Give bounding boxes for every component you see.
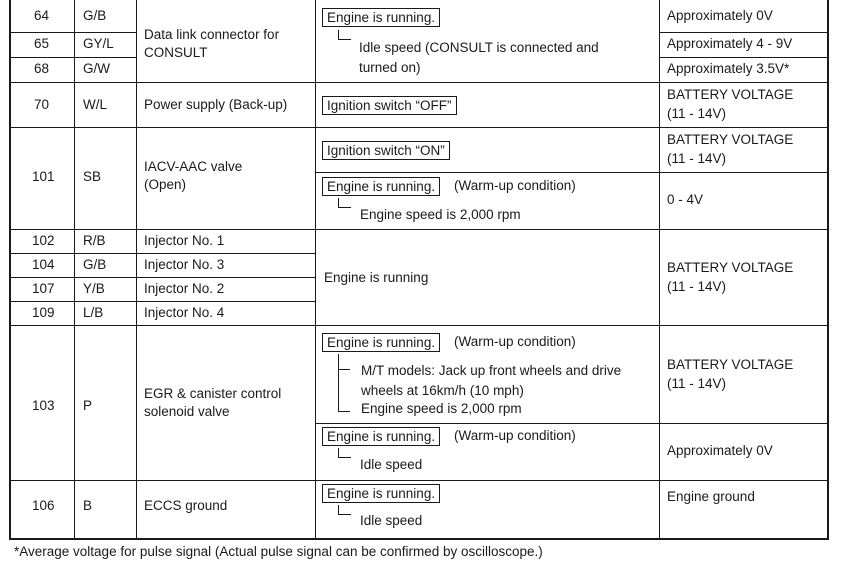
item-cell: Injector No. 2 [144, 281, 225, 296]
voltage-cell: BATTERY VOLTAGE [667, 357, 794, 372]
table-bottom-rule [9, 538, 828, 540]
item-cell: Injector No. 1 [144, 233, 225, 248]
row-line [659, 32, 828, 33]
pin-cell: 64 [34, 8, 50, 23]
condition-text: Engine is running [324, 270, 429, 285]
row-line [9, 127, 828, 128]
condition-text: Idle speed (CONSULT is connected and [359, 40, 599, 55]
condition-box: Engine is running. [322, 333, 440, 352]
condition-box: Engine is running. [322, 177, 440, 196]
condition-subitem-marker [338, 505, 351, 515]
pin-cell: 106 [32, 498, 55, 513]
item-cell: EGR & canister control [144, 386, 282, 401]
wire-color-cell: B [83, 498, 93, 513]
condition-box: Engine is running. [322, 484, 440, 503]
wire-color-cell: W/L [83, 97, 108, 112]
pin-cell: 107 [32, 281, 55, 296]
item-cell: CONSULT [144, 45, 208, 60]
column-divider-color [136, 0, 137, 540]
voltage-cell: (11 - 14V) [667, 376, 727, 391]
pin-cell: 102 [32, 233, 55, 248]
condition-text: Idle speed [360, 457, 423, 472]
condition-text: (Warm-up condition) [454, 334, 576, 349]
table-border-right [827, 0, 829, 540]
voltage-cell: 0 - 4V [667, 192, 704, 207]
wire-color-cell: GY/L [83, 36, 114, 51]
row-line [9, 277, 315, 278]
condition-text: (Warm-up condition) [454, 178, 576, 193]
condition-box: Engine is running. [322, 427, 440, 446]
voltage-cell: Approximately 0V [667, 443, 773, 458]
row-line [9, 82, 828, 83]
table-border-left [9, 0, 11, 540]
item-cell: ECCS ground [144, 498, 228, 513]
condition-box: Engine is running. [322, 8, 440, 27]
item-cell: solenoid valve [144, 404, 230, 419]
voltage-cell: BATTERY VOLTAGE [667, 87, 794, 102]
wire-color-cell: G/W [83, 61, 110, 76]
item-cell: IACV-AAC valve [144, 159, 243, 174]
item-cell: Injector No. 3 [144, 257, 225, 272]
row-line [9, 32, 136, 33]
voltage-cell: (11 - 14V) [667, 151, 727, 166]
column-divider-condition [659, 0, 660, 540]
row-line [659, 57, 828, 58]
voltage-cell: (11 - 14V) [667, 106, 727, 121]
condition-subitem-marker [338, 448, 351, 458]
condition-text: M/T models: Jack up front wheels and drive [361, 363, 622, 378]
condition-text: Engine speed is 2,000 rpm [361, 401, 522, 416]
condition-bracket [338, 354, 339, 412]
row-line [9, 480, 828, 481]
item-cell: (Open) [144, 177, 187, 192]
column-divider-item [315, 0, 316, 540]
pin-cell: 65 [34, 36, 50, 51]
voltage-cell: Approximately 3.5V* [667, 61, 790, 76]
voltage-cell: Engine ground [667, 489, 755, 504]
wire-color-cell: P [83, 398, 93, 413]
pin-cell: 68 [34, 61, 50, 76]
wire-color-cell: R/B [83, 233, 106, 248]
condition-text: (Warm-up condition) [454, 428, 576, 443]
wire-color-cell: G/B [83, 257, 107, 272]
pin-cell: 101 [32, 169, 55, 184]
condition-subitem-marker [338, 198, 351, 208]
voltage-cell: Approximately 0V [667, 8, 773, 23]
column-divider-pin [74, 0, 75, 540]
item-cell: Data link connector for [144, 27, 280, 42]
pin-cell: 103 [32, 398, 55, 413]
row-line [315, 423, 828, 424]
pin-cell: 109 [32, 305, 55, 320]
wire-color-cell: Y/B [83, 281, 105, 296]
voltage-cell: Approximately 4 - 9V [667, 36, 793, 51]
voltage-cell: (11 - 14V) [667, 279, 727, 294]
condition-bracket [338, 411, 350, 412]
item-cell: Injector No. 4 [144, 305, 225, 320]
item-cell: Power supply (Back-up) [144, 97, 288, 112]
condition-text: wheels at 16km/h (10 mph) [361, 383, 524, 398]
row-line [9, 253, 315, 254]
row-line [9, 229, 828, 230]
row-line [9, 301, 315, 302]
voltage-cell: BATTERY VOLTAGE [667, 260, 794, 275]
footnote: *Average voltage for pulse signal (Actual pulse signal can be confirmed by oscilloscope.) [14, 544, 543, 559]
condition-box: Ignition switch “OFF” [322, 96, 457, 115]
condition-text: Engine speed is 2,000 rpm [360, 207, 521, 222]
voltage-cell: BATTERY VOLTAGE [667, 132, 794, 147]
wire-color-cell: G/B [83, 8, 107, 23]
condition-text: turned on) [359, 60, 421, 75]
condition-text: Idle speed [360, 513, 423, 528]
pin-cell: 70 [34, 97, 50, 112]
condition-box: Ignition switch “ON” [322, 141, 450, 160]
condition-subitem-marker [338, 30, 351, 40]
wire-color-cell: SB [83, 169, 102, 184]
row-line [9, 325, 828, 326]
wire-color-cell: L/B [83, 305, 104, 320]
row-line [9, 57, 136, 58]
row-line [315, 172, 828, 173]
condition-bracket [338, 369, 350, 370]
pin-cell: 104 [32, 257, 55, 272]
